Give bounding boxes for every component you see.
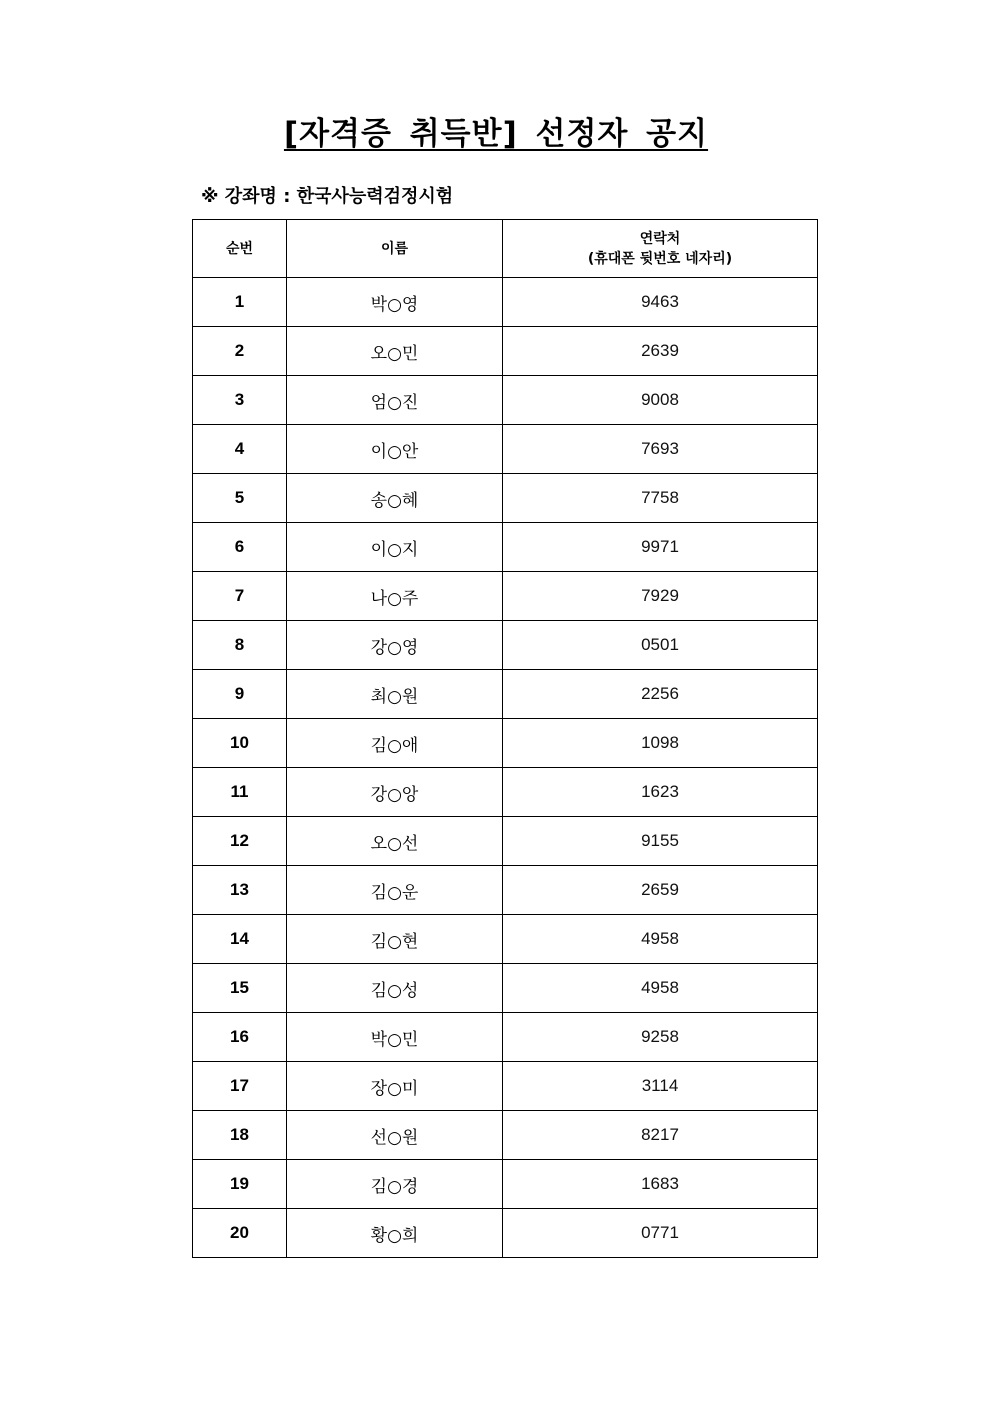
row-number: 6 <box>193 523 287 572</box>
header-contact <box>503 220 818 278</box>
row-name: 강○영 <box>287 621 503 670</box>
row-name: 김○성 <box>287 964 503 1013</box>
table-row <box>193 1013 818 1062</box>
table-row <box>193 915 818 964</box>
selected-applicants-table <box>192 219 818 1258</box>
page-title-text: [자격증 취득반] 선정자 공지 <box>283 116 709 152</box>
header-contact-title: 연락처 <box>639 230 681 247</box>
table-row <box>193 523 818 572</box>
table-row <box>193 327 818 376</box>
row-phone-last4: 7758 <box>503 474 818 523</box>
row-name: 김○경 <box>287 1160 503 1209</box>
row-name: 김○운 <box>287 866 503 915</box>
table-row <box>193 670 818 719</box>
row-number: 13 <box>193 866 287 915</box>
row-number: 11 <box>193 768 287 817</box>
row-number: 4 <box>193 425 287 474</box>
row-number: 9 <box>193 670 287 719</box>
row-number: 7 <box>193 572 287 621</box>
row-name: 오○민 <box>287 327 503 376</box>
row-number: 1 <box>193 278 287 327</box>
table-row <box>193 817 818 866</box>
row-number: 8 <box>193 621 287 670</box>
table-row <box>193 376 818 425</box>
row-phone-last4: 1683 <box>503 1160 818 1209</box>
course-name-label: ※ 강좌명 : 한국사능력검정시험 <box>201 186 454 207</box>
row-number: 14 <box>193 915 287 964</box>
row-number: 2 <box>193 327 287 376</box>
row-phone-last4: 8217 <box>503 1111 818 1160</box>
table-row <box>193 719 818 768</box>
row-number: 18 <box>193 1111 287 1160</box>
table-row <box>193 621 818 670</box>
row-name: 오○선 <box>287 817 503 866</box>
table-row <box>193 474 818 523</box>
table-row <box>193 572 818 621</box>
row-phone-last4: 7693 <box>503 425 818 474</box>
row-phone-last4: 0771 <box>503 1209 818 1258</box>
table-row <box>193 964 818 1013</box>
table-row <box>193 425 818 474</box>
row-phone-last4: 2256 <box>503 670 818 719</box>
row-phone-last4: 3114 <box>503 1062 818 1111</box>
table-row <box>193 1111 818 1160</box>
header-name: 이름 <box>287 220 503 278</box>
table-row <box>193 278 818 327</box>
row-phone-last4: 9971 <box>503 523 818 572</box>
row-phone-last4: 2659 <box>503 866 818 915</box>
row-phone-last4: 1098 <box>503 719 818 768</box>
row-name: 김○애 <box>287 719 503 768</box>
table-header-row <box>193 220 818 278</box>
row-name: 장○미 <box>287 1062 503 1111</box>
row-number: 3 <box>193 376 287 425</box>
table-row <box>193 1209 818 1258</box>
row-phone-last4: 9463 <box>503 278 818 327</box>
row-number: 16 <box>193 1013 287 1062</box>
row-number: 5 <box>193 474 287 523</box>
header-no: 순번 <box>193 220 287 278</box>
row-name: 나○주 <box>287 572 503 621</box>
table-body <box>193 278 818 1258</box>
row-phone-last4: 9155 <box>503 817 818 866</box>
header-contact-subtitle: (휴대폰 뒷번호 네자리) <box>587 250 733 267</box>
row-phone-last4: 7929 <box>503 572 818 621</box>
row-name: 이○지 <box>287 523 503 572</box>
row-phone-last4: 4958 <box>503 964 818 1013</box>
row-phone-last4: 2639 <box>503 327 818 376</box>
row-phone-last4: 9258 <box>503 1013 818 1062</box>
row-number: 12 <box>193 817 287 866</box>
row-name: 최○원 <box>287 670 503 719</box>
row-name: 이○안 <box>287 425 503 474</box>
row-phone-last4: 9008 <box>503 376 818 425</box>
row-phone-last4: 0501 <box>503 621 818 670</box>
row-name: 황○희 <box>287 1209 503 1258</box>
row-number: 19 <box>193 1160 287 1209</box>
table-row <box>193 1062 818 1111</box>
row-name: 송○혜 <box>287 474 503 523</box>
row-name: 엄○진 <box>287 376 503 425</box>
row-number: 10 <box>193 719 287 768</box>
row-phone-last4: 1623 <box>503 768 818 817</box>
row-name: 선○원 <box>287 1111 503 1160</box>
table-row <box>193 866 818 915</box>
page-title <box>0 112 992 156</box>
row-name: 박○영 <box>287 278 503 327</box>
row-phone-last4: 4958 <box>503 915 818 964</box>
row-name: 박○민 <box>287 1013 503 1062</box>
table-row <box>193 768 818 817</box>
row-number: 17 <box>193 1062 287 1111</box>
row-number: 20 <box>193 1209 287 1258</box>
row-number: 15 <box>193 964 287 1013</box>
table-row <box>193 1160 818 1209</box>
row-name: 김○현 <box>287 915 503 964</box>
row-name: 강○앙 <box>287 768 503 817</box>
